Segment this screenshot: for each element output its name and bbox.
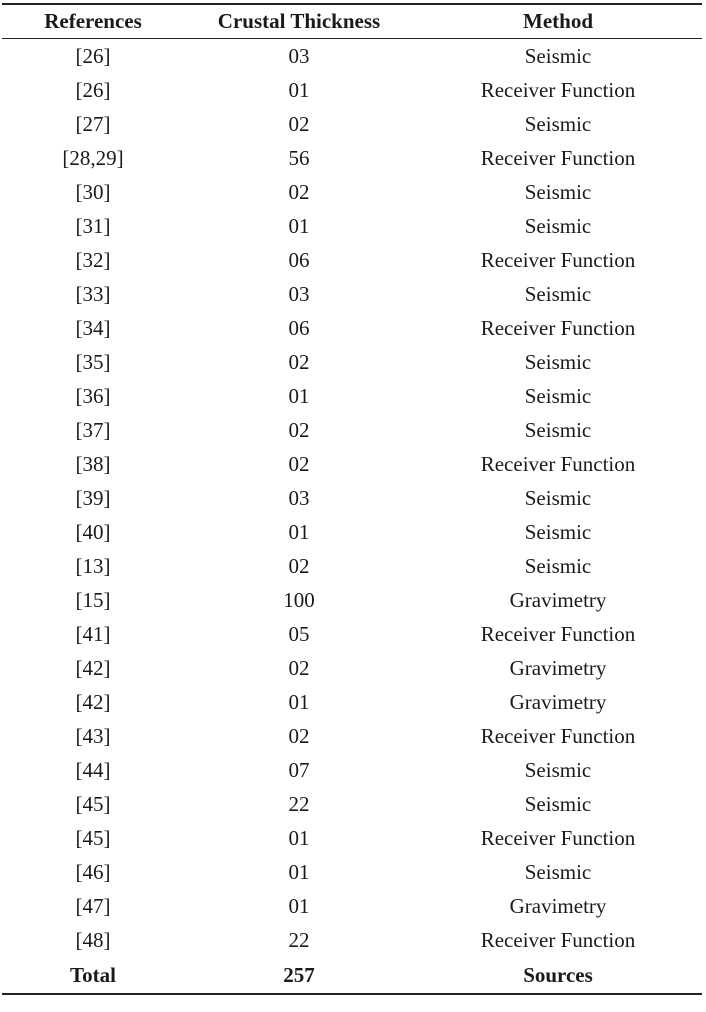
cell-reference: [34]: [75, 315, 111, 340]
cell-reference: [41]: [75, 621, 111, 646]
cell-crustal-thickness: 06: [288, 315, 310, 340]
cell-crustal-thickness: 03: [288, 43, 310, 68]
cell-method: Receiver Function: [480, 451, 636, 476]
total-row: [2, 957, 702, 994]
cell-crustal-thickness: 01: [288, 77, 310, 102]
cell-method: Gravimetry: [509, 587, 607, 612]
table-row: [2, 141, 702, 175]
cell-reference: [42]: [75, 655, 111, 680]
cell-crustal-thickness: 22: [288, 927, 310, 952]
table-row: [2, 685, 702, 719]
table-row: [2, 277, 702, 311]
cell-method: Seismic: [524, 519, 592, 544]
cell-crustal-thickness: 01: [288, 383, 310, 408]
table-row: [2, 175, 702, 209]
cell-reference: [30]: [75, 179, 111, 204]
cell-reference: [32]: [75, 247, 111, 272]
cell-reference: [13]: [75, 553, 111, 578]
cell-reference: [27]: [75, 111, 111, 136]
cell-method: Receiver Function: [480, 145, 636, 170]
cell-crustal-thickness: 07: [288, 757, 310, 782]
cell-reference: [46]: [75, 859, 111, 884]
table-row: [2, 923, 702, 957]
cell-method: Seismic: [524, 281, 592, 306]
cell-reference: [36]: [75, 383, 111, 408]
cell-crustal-thickness: 02: [288, 417, 310, 442]
total-unit: Sources: [523, 962, 593, 987]
cell-method: Seismic: [524, 349, 592, 374]
cell-method: Receiver Function: [480, 927, 636, 952]
header-method: Method: [523, 9, 593, 33]
table-row: [2, 753, 702, 787]
table-row: [2, 413, 702, 447]
cell-crustal-thickness: 01: [288, 519, 310, 544]
crustal-thickness-table: [2, 3, 702, 995]
cell-method: Seismic: [524, 213, 592, 238]
cell-reference: [45]: [75, 791, 111, 816]
total-label: Total: [70, 962, 116, 987]
cell-method: Seismic: [524, 417, 592, 442]
table-row: [2, 719, 702, 753]
table-row: [2, 107, 702, 141]
cell-reference: [48]: [75, 927, 111, 952]
cell-reference: [43]: [75, 723, 111, 748]
cell-reference: [26]: [75, 77, 111, 102]
table-row: [2, 787, 702, 821]
cell-crustal-thickness: 01: [288, 859, 310, 884]
cell-crustal-thickness: 03: [288, 485, 310, 510]
cell-crustal-thickness: 56: [288, 145, 310, 170]
cell-method: Seismic: [524, 179, 592, 204]
cell-crustal-thickness: 02: [288, 655, 310, 680]
cell-crustal-thickness: 03: [288, 281, 310, 306]
cell-crustal-thickness: 05: [288, 621, 310, 646]
table-footer: [2, 957, 702, 994]
cell-reference: [38]: [75, 451, 111, 476]
table-row: [2, 481, 702, 515]
cell-crustal-thickness: 02: [288, 553, 310, 578]
table-header: [2, 4, 702, 39]
table-row: [2, 855, 702, 889]
cell-crustal-thickness: 02: [288, 179, 310, 204]
cell-method: Receiver Function: [480, 723, 636, 748]
cell-crustal-thickness: 100: [283, 587, 315, 612]
cell-method: Seismic: [524, 43, 592, 68]
header-references: References: [44, 9, 142, 33]
header-crustal-thickness: Crustal Thickness: [217, 9, 381, 33]
table-row: [2, 345, 702, 379]
table-row: [2, 617, 702, 651]
cell-reference: [47]: [75, 893, 111, 918]
table-row: [2, 311, 702, 345]
table-row: [2, 651, 702, 685]
table-body: [2, 39, 702, 958]
table-row: [2, 73, 702, 107]
cell-method: Gravimetry: [509, 655, 607, 680]
cell-crustal-thickness: 01: [288, 825, 310, 850]
cell-crustal-thickness: 02: [288, 723, 310, 748]
table-row: [2, 379, 702, 413]
cell-reference: [31]: [75, 213, 111, 238]
table-row: [2, 515, 702, 549]
cell-reference: [28,29]: [62, 145, 124, 170]
table-row: [2, 39, 702, 74]
references-table-container: [2, 3, 702, 995]
cell-method: Seismic: [524, 485, 592, 510]
table-row: [2, 821, 702, 855]
cell-reference: [44]: [75, 757, 111, 782]
cell-method: Seismic: [524, 553, 592, 578]
cell-crustal-thickness: 02: [288, 111, 310, 136]
header-row: [2, 4, 702, 39]
cell-crustal-thickness: 01: [288, 689, 310, 714]
cell-reference: [40]: [75, 519, 111, 544]
cell-reference: [42]: [75, 689, 111, 714]
cell-reference: [26]: [75, 43, 111, 68]
cell-reference: [37]: [75, 417, 111, 442]
table-row: [2, 583, 702, 617]
cell-crustal-thickness: 01: [288, 893, 310, 918]
cell-method: Seismic: [524, 791, 592, 816]
cell-method: Seismic: [524, 859, 592, 884]
cell-crustal-thickness: 02: [288, 451, 310, 476]
cell-method: Seismic: [524, 757, 592, 782]
cell-method: Gravimetry: [509, 893, 607, 918]
cell-reference: [39]: [75, 485, 111, 510]
cell-method: Seismic: [524, 383, 592, 408]
cell-method: Gravimetry: [509, 689, 607, 714]
cell-reference: [35]: [75, 349, 111, 374]
cell-reference: [33]: [75, 281, 111, 306]
table-row: [2, 549, 702, 583]
cell-crustal-thickness: 01: [288, 213, 310, 238]
cell-method: Receiver Function: [480, 315, 636, 340]
cell-crustal-thickness: 22: [288, 791, 310, 816]
total-value: 257: [283, 962, 315, 987]
table-row: [2, 209, 702, 243]
cell-crustal-thickness: 06: [288, 247, 310, 272]
cell-method: Receiver Function: [480, 621, 636, 646]
table-row: [2, 889, 702, 923]
cell-method: Receiver Function: [480, 247, 636, 272]
table-row: [2, 447, 702, 481]
cell-method: Receiver Function: [480, 77, 636, 102]
cell-method: Seismic: [524, 111, 592, 136]
cell-reference: [15]: [75, 587, 111, 612]
table-row: [2, 243, 702, 277]
cell-crustal-thickness: 02: [288, 349, 310, 374]
cell-method: Receiver Function: [480, 825, 636, 850]
cell-reference: [45]: [75, 825, 111, 850]
